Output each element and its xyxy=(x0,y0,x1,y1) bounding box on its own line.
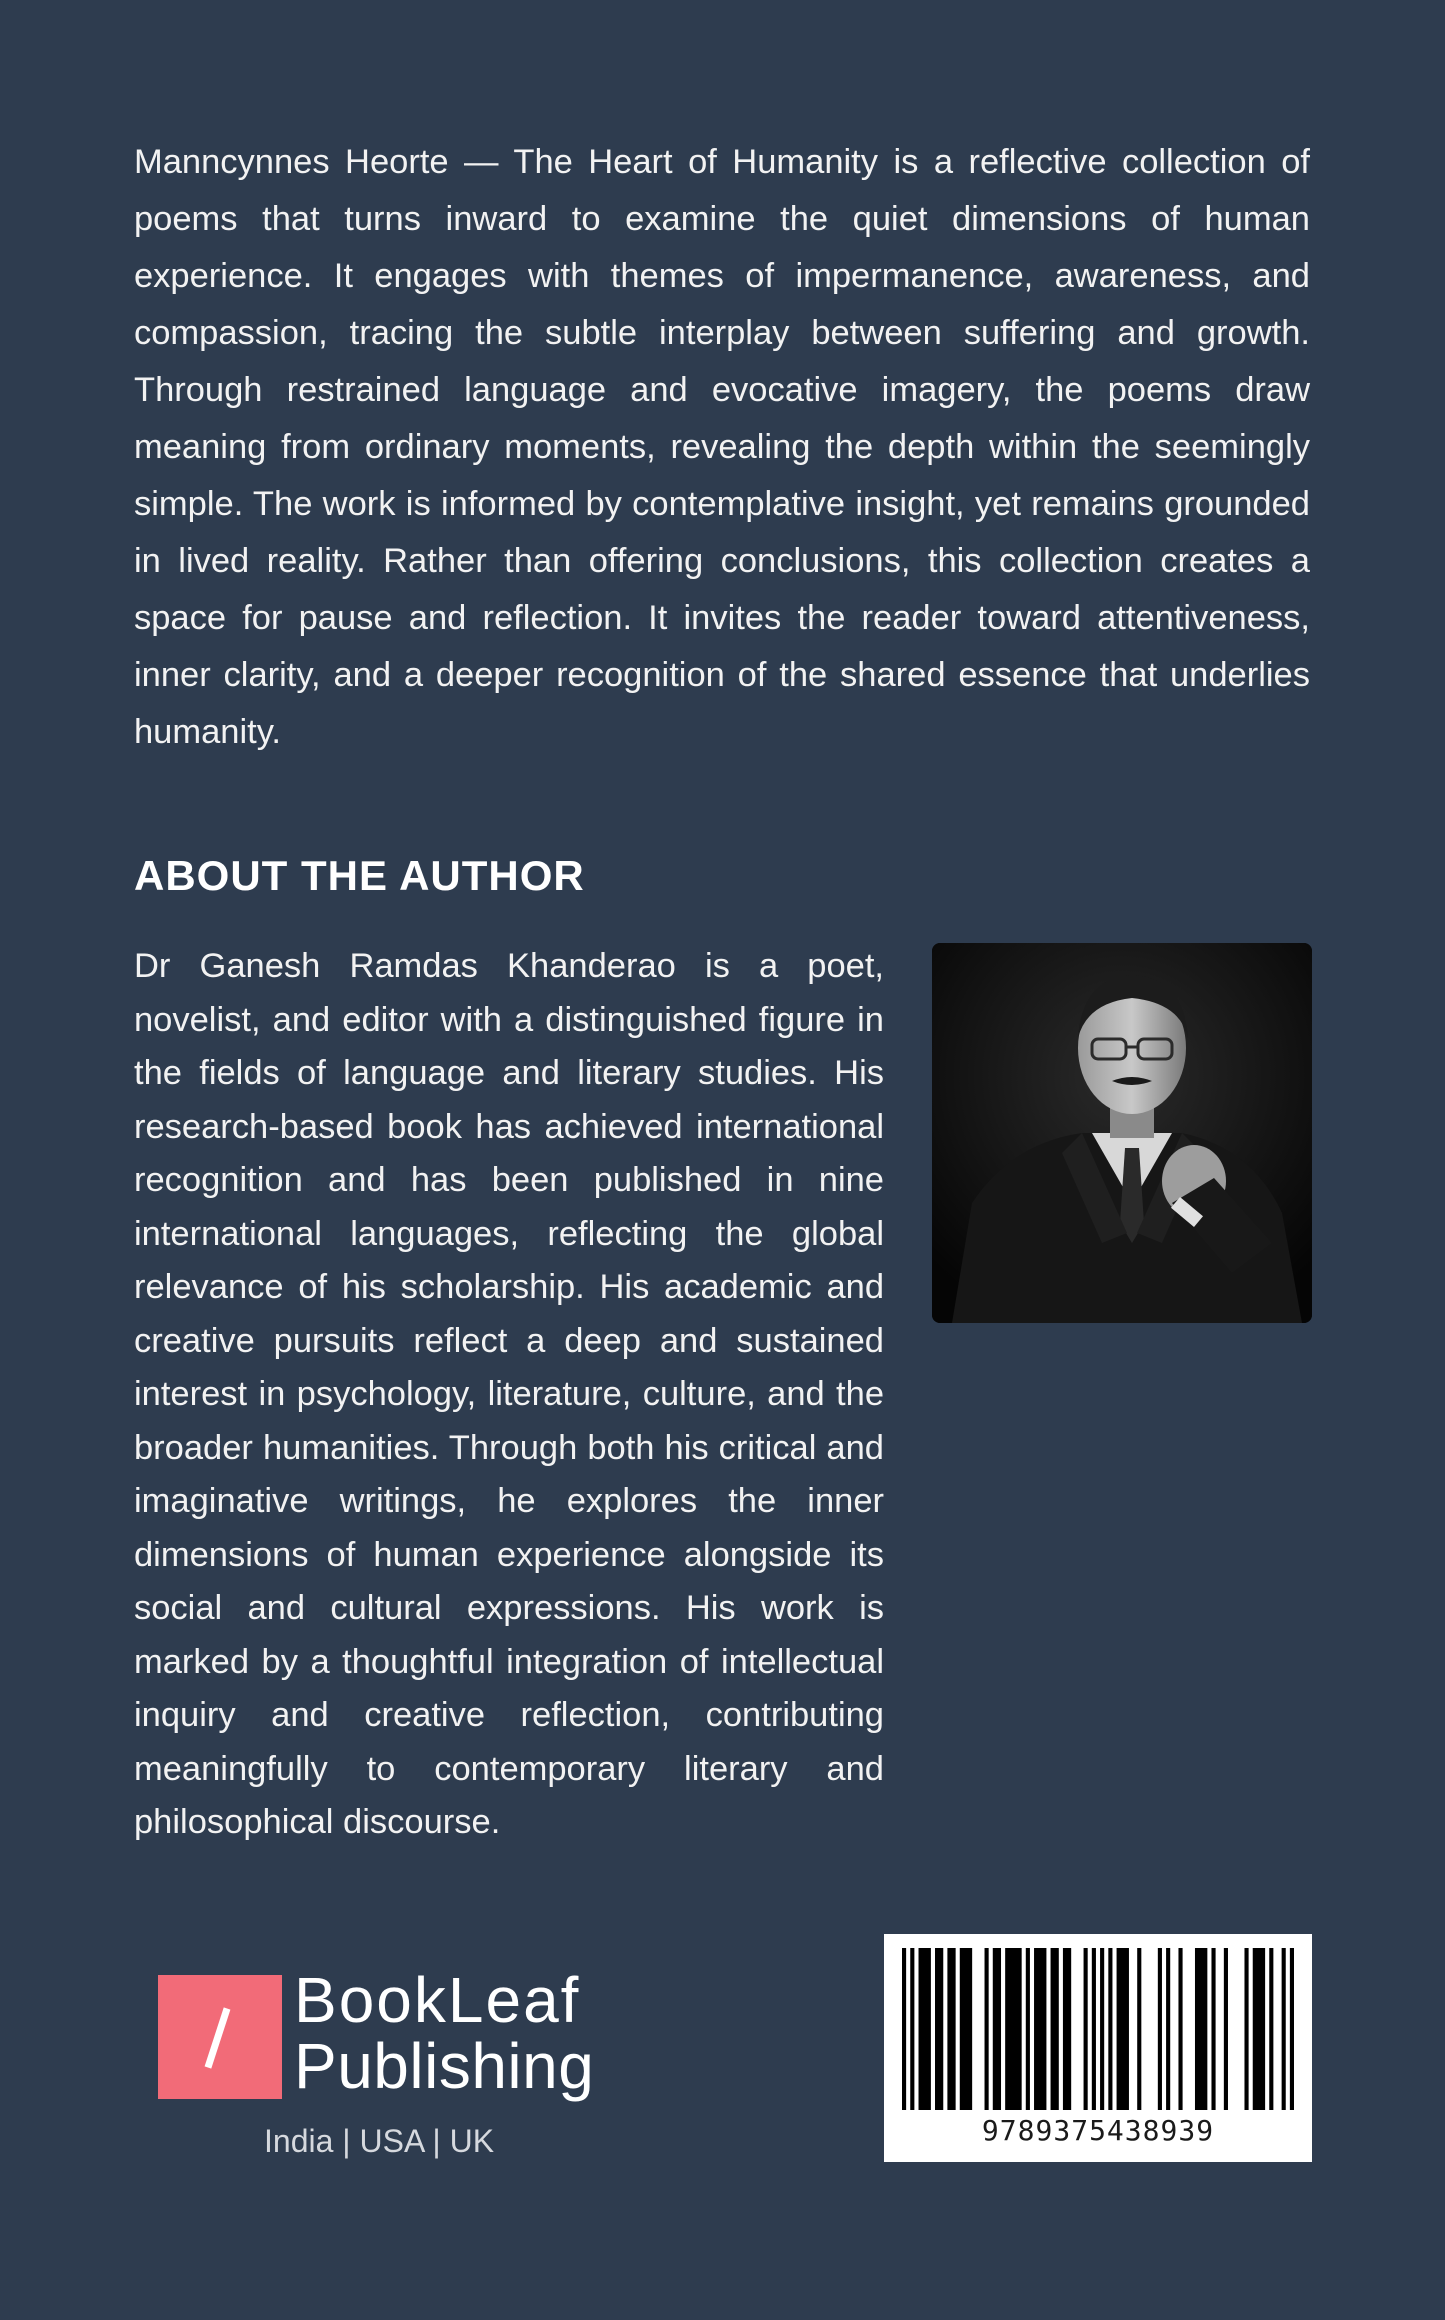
barcode-bar xyxy=(960,1948,972,2110)
barcode-bar xyxy=(1005,1948,1022,2110)
barcode-bar xyxy=(1166,1948,1170,2110)
barcode-bar xyxy=(1282,1948,1286,2110)
barcode-bar xyxy=(919,1948,931,2110)
barcode-bar xyxy=(1244,1948,1248,2110)
publisher-logo-mark xyxy=(158,1975,282,2099)
barcode-bar xyxy=(1253,1948,1265,2110)
barcode-bar xyxy=(1195,1948,1207,2110)
isbn-barcode xyxy=(884,1934,1312,2162)
barcode-bar xyxy=(1117,1948,1129,2110)
isbn-number: 9789375438939 xyxy=(981,2114,1215,2147)
barcode-bar xyxy=(947,1948,955,2110)
barcode-bar xyxy=(1158,1948,1162,2110)
publisher-logo xyxy=(158,1965,618,2125)
barcode-bar xyxy=(935,1948,943,2110)
barcode-bar xyxy=(902,1948,906,2110)
barcode-bar xyxy=(1137,1948,1141,2110)
barcode-bar xyxy=(1063,1948,1071,2110)
author-bio: Dr Ganesh Ramdas Khanderao is a poet, novelist, and editor with a distinguished figure in the fields of language and literary studies. His research-based book has achieved international recognition and has been published in nine international languages, reflecting the global relevance of his scholarship. His academic and creative pursuits reflect a deep and sustained interest in psychology, literature, culture, and the broader humanities. Through both his critical and imaginative writings, he explores the inner dimensions of human experience alongside its social and cultural expressions. His work is marked by a thoughtful integration of intellectual inquiry and creative reflection, contributing meaningfully to contemporary literary and philosophical discourse. xyxy=(134,947,884,1841)
barcode-bar xyxy=(910,1948,914,2110)
barcode-bar xyxy=(993,1948,1001,2110)
barcode-bar xyxy=(1092,1948,1096,2110)
barcode-bar xyxy=(1290,1948,1294,2110)
barcode-bar xyxy=(1269,1948,1273,2110)
barcode-bar xyxy=(985,1948,989,2110)
about-author-heading: ABOUT THE AUTHOR xyxy=(134,852,585,899)
barcode-bar xyxy=(1034,1948,1046,2110)
publisher-name-line2: Publishing xyxy=(294,2030,595,2102)
barcode-bar xyxy=(1084,1948,1088,2110)
barcode-graphic xyxy=(902,1948,1294,2110)
barcode-bar xyxy=(1026,1948,1030,2110)
publisher-locations: India | USA | UK xyxy=(264,2123,495,2159)
book-blurb: Manncynnes Heorte — The Heart of Humanity is a reflective collection of poems that turns inward to examine the quiet dimensions of human experience. It engages with themes of impermanence, awareness, and compassion, tracing the subtle interplay between suffering and growth. Through restrained language and evocative imagery, the poems draw meaning from ordinary moments, revealing the depth within the seemingly simple. The work is informed by contemplative insight, yet remains grounded in lived reality. Rather than offering conclusions, this collection creates a space for pause and reflection. It invites the reader toward attentiveness, inner clarity, and a deeper recognition of the shared essence that underlies humanity. xyxy=(134,143,1310,751)
barcode-bar xyxy=(1224,1948,1228,2110)
barcode-bar xyxy=(1178,1948,1182,2110)
barcode-bar xyxy=(1108,1948,1112,2110)
barcode-bar xyxy=(1100,1948,1104,2110)
barcode-bar xyxy=(1051,1948,1059,2110)
author-photo xyxy=(932,943,1312,1323)
slash-icon xyxy=(205,2007,231,2068)
publisher-name-line1: BookLeaf xyxy=(294,1964,581,2036)
author-portrait-graphic xyxy=(932,943,1312,1323)
barcode-bar xyxy=(1211,1948,1215,2110)
